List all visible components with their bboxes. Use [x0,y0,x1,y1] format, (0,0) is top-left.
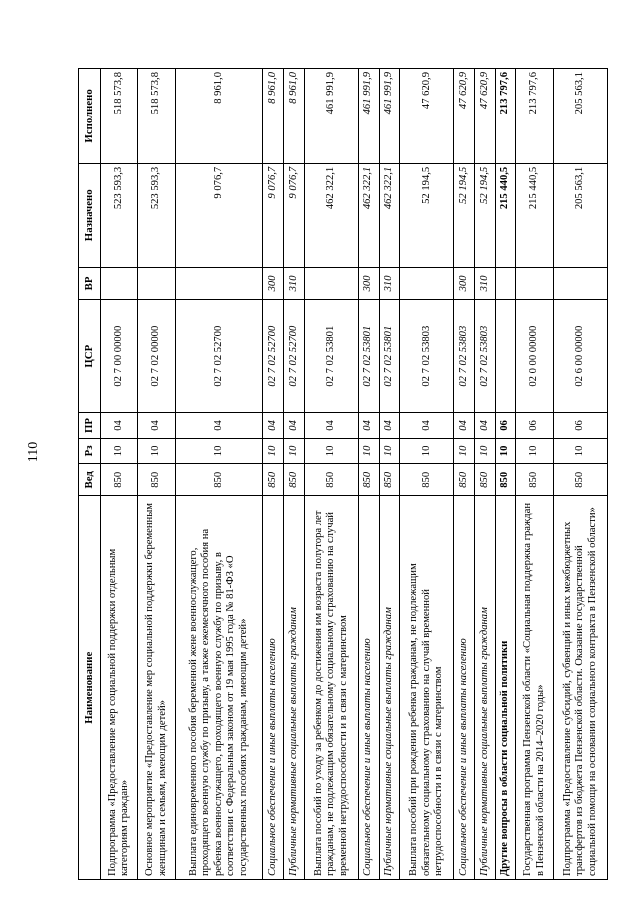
rotated-page [78,68,608,880]
cell-rz: 10 [284,438,305,463]
table-row [138,69,175,880]
cell-rz: 10 [400,438,454,463]
cell-ved: 850 [516,464,553,496]
cell-pr: 04 [304,413,358,438]
cell-executed: 47 620,9 [475,69,496,164]
cell-executed: 461 991,9 [379,69,400,164]
cell-csr: 02 7 02 53803 [454,300,475,413]
cell-pr: 04 [400,413,454,438]
cell-executed: 213 797,6 [495,69,516,164]
cell-assigned: 9 076,7 [284,163,305,267]
cell-assigned: 205 563,1 [553,163,607,267]
cell-pr: 06 [553,413,607,438]
cell-assigned: 52 194,5 [454,163,475,267]
cell-name: Другие вопросы в области социальной политики [495,496,516,880]
cell-rz: 10 [175,438,263,463]
table-row [101,69,138,880]
cell-csr: 02 7 02 53801 [358,300,379,413]
cell-ved: 850 [304,464,358,496]
cell-name: Социальное обеспечение и иные выплаты населению [454,496,475,880]
header-rz: Рз [79,438,101,463]
cell-pr: 04 [263,413,284,438]
cell-name: Социальное обеспечение и иные выплаты населению [358,496,379,880]
cell-csr: 02 7 02 52700 [284,300,305,413]
cell-assigned: 9 076,7 [263,163,284,267]
table-row [263,69,284,880]
cell-rz: 10 [101,438,138,463]
cell-assigned: 215 440,5 [516,163,553,267]
cell-executed: 518 573,8 [138,69,175,164]
cell-name: Государственная программа Пензенской области «Социальная поддержка граждан в Пензенской области на 2014–2020 годы» [516,496,553,880]
cell-vr: 300 [454,267,475,299]
cell-assigned: 523 593,3 [138,163,175,267]
header-csr: ЦСР [79,300,101,413]
table-row [454,69,475,880]
cell-name: Выплата пособий при рождении ребенка гражданам, не подлежащим обязательному социальному страхованию на случай временной нетрудоспособности и в связи с материнством [400,496,454,880]
cell-vr [138,267,175,299]
cell-executed: 8 961,0 [284,69,305,164]
cell-rz: 10 [379,438,400,463]
cell-csr: 02 7 02 53803 [475,300,496,413]
cell-vr [101,267,138,299]
cell-vr: 300 [263,267,284,299]
cell-rz: 10 [454,438,475,463]
cell-vr: 310 [475,267,496,299]
table-row [553,69,607,880]
cell-rz: 10 [553,438,607,463]
cell-name: Основное мероприятие «Предоставление мер социальной поддержки беременным женщинам и семьям, имеющим детей» [138,496,175,880]
cell-executed: 47 620,9 [400,69,454,164]
cell-ved: 850 [263,464,284,496]
cell-name: Публичные нормативные социальные выплаты гражданам [475,496,496,880]
header-ved: Вед [79,464,101,496]
page-number: 110 [26,441,41,463]
table-row [175,69,263,880]
cell-ved: 850 [138,464,175,496]
cell-assigned: 462 322,1 [358,163,379,267]
cell-csr: 02 6 00 00000 [553,300,607,413]
table-row [516,69,553,880]
cell-name: Социальное обеспечение и иные выплаты населению [263,496,284,880]
cell-ved: 850 [379,464,400,496]
cell-rz: 10 [304,438,358,463]
cell-pr: 04 [101,413,138,438]
cell-ved: 850 [553,464,607,496]
cell-name: Подпрограмма «Предоставление мер социальной поддержки отдельным категориям граждан» [101,496,138,880]
budget-table [78,68,608,880]
cell-pr: 04 [284,413,305,438]
cell-vr [516,267,553,299]
cell-rz: 10 [475,438,496,463]
table-row [475,69,496,880]
cell-assigned: 52 194,5 [475,163,496,267]
cell-name: Выплата единовременного пособия беременной жене военнослужащего, проходящего военную службу по призыву, а также ежемесячного пособия на ребенка военнослужащего, проходящего военную службу по призыву, в соответствии с Федеральным законом от 19 мая 1995 года № 81-ФЗ «О государственных пособиях гражданам, имеющим детей» [175,496,263,880]
cell-name: Выплата пособий по уходу за ребенком до достижения им возраста полутора лет гражданам, не подлежащим обязательному социальному страхованию на случай временной нетрудоспособности и в связи с материнством [304,496,358,880]
cell-csr: 02 7 02 00000 [138,300,175,413]
cell-rz: 10 [263,438,284,463]
cell-ved: 850 [358,464,379,496]
table-row [495,69,516,880]
header-executed: Исполнено [79,69,101,164]
cell-name: Публичные нормативные социальные выплаты гражданам [284,496,305,880]
cell-assigned: 523 593,3 [101,163,138,267]
cell-ved: 850 [495,464,516,496]
table-row [304,69,358,880]
cell-pr: 06 [495,413,516,438]
cell-ved: 850 [284,464,305,496]
cell-csr: 02 7 02 52700 [175,300,263,413]
table-row [284,69,305,880]
cell-name: Подпрограмма «Предоставление субсидий, субвенций и иных межбюджетных трансфертов из бюджета Пензенской области. Оказание государственной социальной помощи на основании социального контракта в Пензенской области» [553,496,607,880]
cell-pr: 04 [475,413,496,438]
cell-assigned: 462 322,1 [304,163,358,267]
cell-csr: 02 7 00 00000 [101,300,138,413]
cell-pr: 04 [175,413,263,438]
cell-vr: 310 [379,267,400,299]
cell-ved: 850 [175,464,263,496]
cell-executed: 8 961,0 [175,69,263,164]
cell-assigned: 215 440,5 [495,163,516,267]
cell-executed: 8 961,0 [263,69,284,164]
table-row [358,69,379,880]
cell-assigned: 52 194,5 [400,163,454,267]
cell-csr [495,300,516,413]
cell-rz: 10 [138,438,175,463]
cell-pr: 04 [454,413,475,438]
cell-csr: 02 7 02 53803 [400,300,454,413]
cell-pr: 04 [379,413,400,438]
cell-rz: 10 [516,438,553,463]
header-pr: ПР [79,413,101,438]
cell-rz: 10 [495,438,516,463]
cell-pr: 04 [358,413,379,438]
cell-executed: 461 991,9 [304,69,358,164]
header-vr: ВР [79,267,101,299]
cell-name: Публичные нормативные социальные выплаты гражданам [379,496,400,880]
header-name: Наименование [79,496,101,880]
cell-csr: 02 7 02 52700 [263,300,284,413]
cell-ved: 850 [475,464,496,496]
header-assigned: Назначено [79,163,101,267]
cell-pr: 06 [516,413,553,438]
cell-vr [175,267,263,299]
cell-assigned: 462 322,1 [379,163,400,267]
cell-rz: 10 [358,438,379,463]
cell-assigned: 9 076,7 [175,163,263,267]
cell-executed: 47 620,9 [454,69,475,164]
header-row [79,69,101,880]
cell-ved: 850 [400,464,454,496]
table-row [400,69,454,880]
cell-csr: 02 0 00 00000 [516,300,553,413]
cell-vr [304,267,358,299]
cell-pr: 04 [138,413,175,438]
cell-executed: 213 797,6 [516,69,553,164]
cell-vr [400,267,454,299]
cell-csr: 02 7 02 53801 [304,300,358,413]
cell-vr: 300 [358,267,379,299]
table-row [379,69,400,880]
cell-vr [495,267,516,299]
cell-ved: 850 [454,464,475,496]
cell-csr: 02 7 02 53801 [379,300,400,413]
cell-vr [553,267,607,299]
cell-ved: 850 [101,464,138,496]
cell-executed: 518 573,8 [101,69,138,164]
cell-vr: 310 [284,267,305,299]
cell-executed: 205 563,1 [553,69,607,164]
cell-executed: 461 991,9 [358,69,379,164]
